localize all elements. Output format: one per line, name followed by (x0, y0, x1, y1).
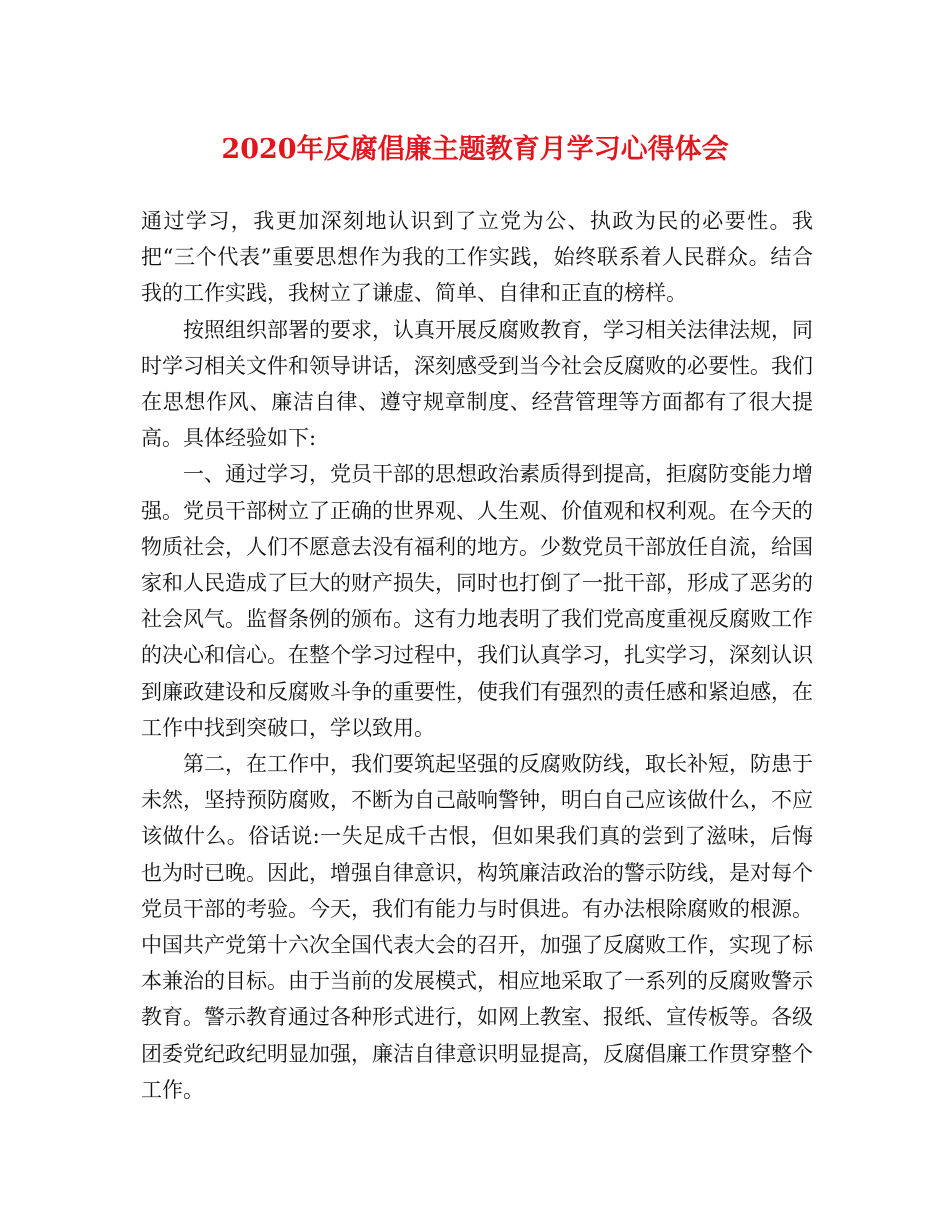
document-body (141, 203, 813, 1108)
paragraph-point-two: 第二，在工作中，我们要筑起坚强的反腐败防线，取长补短，防患于未然，坚持预防腐败，不断为自己敲响警钟，明白自己应该做什么，不应该做什么。俗话说:一失足成千古恨，但如果我们真的尝到了滋味，后悔也为时已晚。因此，增强自律意识，构筑廉洁政治的警示防线，是对每个党员干部的考验。今天，我们有能力与时俱进。有办法根除腐败的根源。中国共产党第十六次全国代表大会的召开，加强了反腐败工作，实现了标本兼治的目标。由于当前的发展模式，相应地采取了一系列的反腐败警示教育。警示教育通过各种形式进行，如网上教室、报纸、宣传板等。各级团委党纪政纪明显加强，廉洁自律意识明显提高，反腐倡廉工作贯穿整个工作。 (141, 752, 813, 1102)
document-title: 2020年反腐倡廉主题教育月学习心得体会 (221, 134, 729, 165)
paragraph-intro: 通过学习，我更加深刻地认识到了立党为公、执政为民的必要性。我把“三个代表”重要思想作为我的工作实践，始终联系着人民群众。结合我的工作实践，我树立了谦虚、简单、自律和正直的榜样。 (141, 209, 813, 306)
paragraph-education: 按照组织部署的要求，认真开展反腐败教育，学习相关法律法规，同时学习相关文件和领导讲话，深刻感受到当今社会反腐败的必要性。我们在思想作风、廉洁自律、遵守规章制度、经营管理等方面都有了很大提高。具体经验如下: (141, 317, 813, 451)
paragraph-point-one: 一、通过学习，党员干部的思想政治素质得到提高，拒腐防变能力增强。党员干部树立了正确的世界观、人生观、价值观和权利观。在今天的物质社会，人们不愿意去没有福利的地方。少数党员干部放任自流，给国家和人民造成了巨大的财产损失，同时也打倒了一批干部，形成了恶劣的社会风气。监督条例的颁布。这有力地表明了我们党高度重视反腐败工作的决心和信心。在整个学习过程中，我们认真学习，扎实学习，深刻认识到廉政建设和反腐败斗争的重要性，使我们有强烈的责任感和紧迫感，在工作中找到突破口，学以致用。 (141, 462, 813, 740)
